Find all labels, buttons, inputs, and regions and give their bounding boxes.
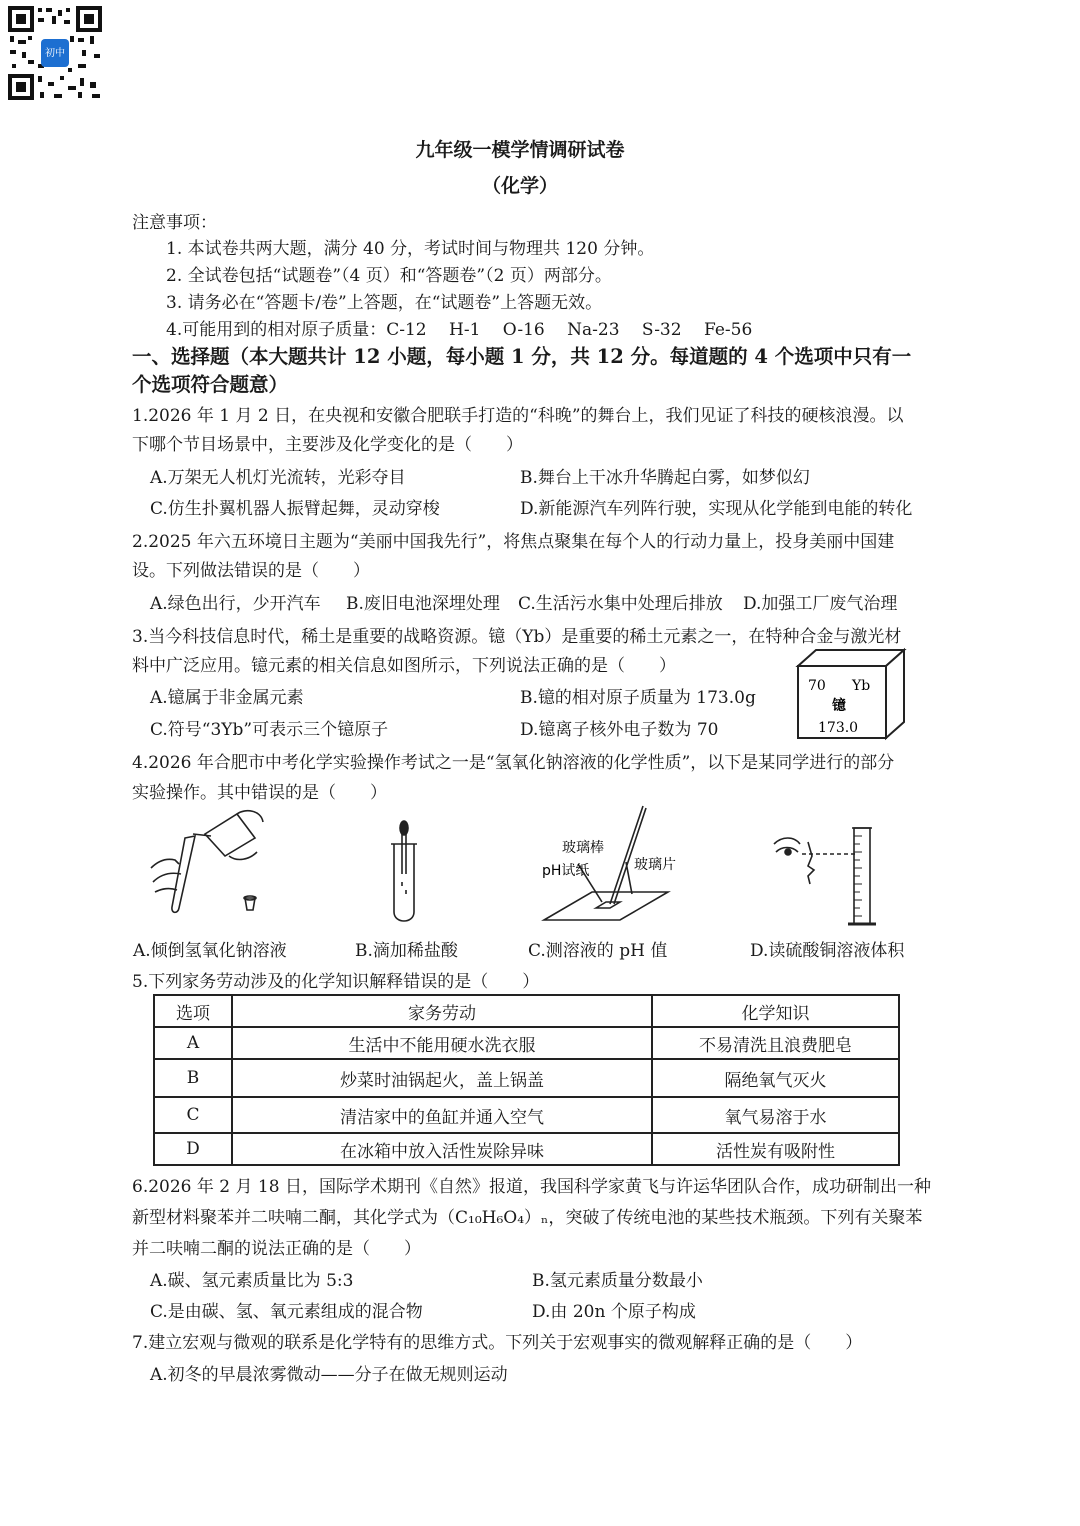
table-cell: 活性炭有吸附性 xyxy=(652,1133,899,1165)
question-3: 3.当今科技信息时代，稀土是重要的战略资源。镱（Yb）是重要的稀土元素之一，在特种合金与激光材 xyxy=(132,627,902,647)
q4-option-c: C.测溶液的 pH 值 xyxy=(528,941,668,961)
notice-item: 2. 全试卷包括“试题卷”（4 页）和“答题卷”（2 页）两部分。 xyxy=(166,266,612,286)
table-row xyxy=(154,1027,899,1059)
figure-pouring-solution xyxy=(145,808,275,920)
figure-ph-test xyxy=(540,802,676,926)
q3-option-a: A.镱属于非金属元素 xyxy=(150,688,304,708)
table-cell: C xyxy=(154,1097,232,1133)
q6-option-c: C.是由碳、氢、氧元素组成的混合物 xyxy=(150,1302,423,1322)
q2-option-b: B.废旧电池深埋处理 xyxy=(346,594,500,614)
question-6-cont: 新型材料聚苯并二呋喃二酮，其化学式为（C₁₀H₆O₄）ₙ，突破了传统电池的某些技术瓶颈。下列有关聚苯 xyxy=(132,1208,923,1228)
qr-code xyxy=(8,6,102,100)
table-cell: 隔绝氧气灭火 xyxy=(652,1059,899,1097)
q6-option-a: A.碳、氢元素质量比为 5:3 xyxy=(150,1271,354,1291)
question-6: 6.2026 年 2 月 18 日，国际学术期刊《自然》报道，我国科学家黄飞与许运华团队合作，成功研制出一种 xyxy=(132,1177,931,1197)
table-cell: 炒菜时油锅起火，盖上锅盖 xyxy=(232,1059,652,1097)
element-name: 镱 xyxy=(832,698,846,714)
table-cell: 清洁家中的鱼缸并通入空气 xyxy=(232,1097,652,1133)
question-4: 4.2026 年合肥市中考化学实验操作考试之一是“氢氧化钠溶液的化学性质”，以下是某同学进行的部分 xyxy=(132,753,895,773)
table-cell: A xyxy=(154,1027,232,1059)
q5-table xyxy=(153,994,900,1166)
question-3-cont: 料中广泛应用。镱元素的相关信息如图所示，下列说法正确的是（ ） xyxy=(132,656,676,676)
notice-heading: 注意事项： xyxy=(132,213,217,233)
q7-option-a: A.初冬的早晨浓雾微动——分子在做无规则运动 xyxy=(150,1365,508,1385)
table-row xyxy=(154,1133,899,1165)
figure-graduated-cylinder xyxy=(768,822,888,930)
q2-option-a: A.绿色出行，少开汽车 xyxy=(150,594,321,614)
q3-option-c: C.符号“3Yb”可表示三个镱原子 xyxy=(150,720,389,740)
question-7: 7.建立宏观与微观的联系是化学特有的思维方式。下列关于宏观事实的微观解释正确的是（ ） xyxy=(132,1333,863,1353)
atomic-mass: 173.0 xyxy=(818,720,859,736)
question-2: 2.2025 年六五环境日主题为“美丽中国我先行”，将焦点聚集在每个人的行动力量上，投身美丽中国建 xyxy=(132,532,895,552)
q1-option-b: B.舞台上干冰升华腾起白雾，如梦似幻 xyxy=(520,468,810,488)
q4-option-d: D.读硫酸铜溶液体积 xyxy=(750,941,905,961)
q4-option-a: A.倾倒氢氧化钠溶液 xyxy=(133,941,287,961)
table-cell: 不易清洗且浪费肥皂 xyxy=(652,1027,899,1059)
q4-option-b: B.滴加稀盐酸 xyxy=(355,941,458,961)
table-header-cell: 选项 xyxy=(154,995,232,1027)
table-cell: 生活中不能用硬水洗衣服 xyxy=(232,1027,652,1059)
question-5: 5.下列家务劳动涉及的化学知识解释错误的是（ ） xyxy=(132,972,540,992)
label-glass-plate: 玻璃片 xyxy=(634,857,676,873)
table-header-cell: 家务劳动 xyxy=(232,995,652,1027)
element-cell-ytterbium xyxy=(796,648,908,740)
q2-option-d: D.加强工厂废气治理 xyxy=(743,594,898,614)
table-header-cell: 化学知识 xyxy=(652,995,899,1027)
table-row xyxy=(154,1097,899,1133)
question-1-cont: 下哪个节目场景中，主要涉及化学变化的是（ ） xyxy=(132,435,523,455)
atomic-number: 70 xyxy=(808,678,826,694)
notice-item: 3. 请务必在“答题卡/卷”上答题，在“试题卷”上答题无效。 xyxy=(166,293,603,313)
table-cell: 在冰箱中放入活性炭除异味 xyxy=(232,1133,652,1165)
table-cell: B xyxy=(154,1059,232,1097)
q6-option-d: D.由 20n 个原子构成 xyxy=(532,1302,696,1322)
label-ph-paper: pH试纸 xyxy=(542,863,590,879)
q1-option-d: D.新能源汽车列阵行驶，实现从化学能到电能的转化 xyxy=(520,499,913,519)
q3-option-b: B.镱的相对原子质量为 173.0g xyxy=(520,688,756,708)
element-symbol: Yb xyxy=(852,678,871,694)
table-header-row xyxy=(154,995,899,1027)
q6-option-b: B.氢元素质量分数最小 xyxy=(532,1271,703,1291)
q1-option-c: C.仿生扑翼机器人振臂起舞，灵动穿梭 xyxy=(150,499,440,519)
section-heading-cont: 个选项符合题意） xyxy=(132,373,289,396)
table-row xyxy=(154,1059,899,1097)
qr-badge: 初中 xyxy=(45,48,65,59)
q3-option-d: D.镱离子核外电子数为 70 xyxy=(520,720,719,740)
page-subtitle: （化学） xyxy=(481,175,558,197)
q2-option-c: C.生活污水集中处理后排放 xyxy=(518,594,723,614)
figure-dropper-tube xyxy=(378,820,428,924)
table-cell: D xyxy=(154,1133,232,1165)
label-glass-rod: 玻璃棒 xyxy=(562,840,604,856)
q1-option-a: A.万架无人机灯光流转，光彩夺目 xyxy=(150,468,406,488)
question-6-cont2: 并二呋喃二酮的说法正确的是（ ） xyxy=(132,1239,421,1259)
question-4-cont: 实验操作。其中错误的是（ ） xyxy=(132,783,387,803)
question-2-cont: 设。下列做法错误的是（ ） xyxy=(132,561,370,581)
table-cell: 氧气易溶于水 xyxy=(652,1097,899,1133)
notice-item: 4.可能用到的相对原子质量：C-12 H-1 O-16 Na-23 S-32 Fe-56 xyxy=(166,320,753,340)
page-title: 九年级一模学情调研试卷 xyxy=(415,139,625,161)
question-1: 1.2026 年 1 月 2 日，在央视和安徽合肥联手打造的“科晚”的舞台上，我们见证了科技的硬核浪漫。以 xyxy=(132,406,904,426)
section-heading: 一、选择题（本大题共计 12 小题，每小题 1 分，共 12 分。每道题的 4 个选项中只有一 xyxy=(132,345,912,368)
notice-item: 1. 本试卷共两大题，满分 40 分，考试时间与物理共 120 分钟。 xyxy=(166,239,655,259)
